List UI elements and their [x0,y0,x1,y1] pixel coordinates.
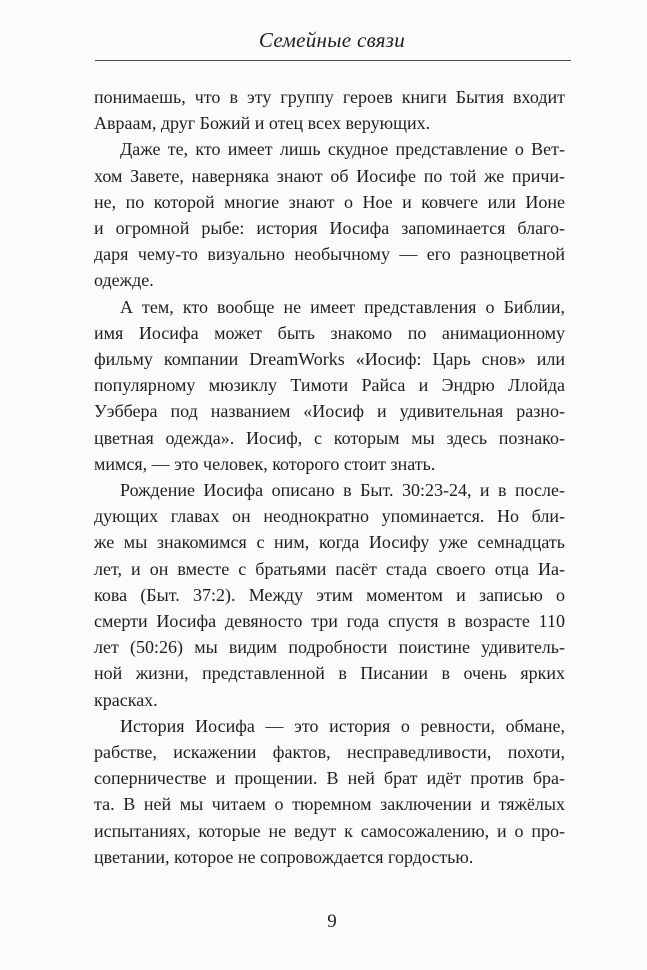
text-line: испытаниях, которые не ведут к самосожалению, и о про- [94,820,565,841]
text-line: лет (50:26) мы видим подробности поистине удивитель- [94,637,565,658]
text-line: рабстве, искажении фактов, несправедливости, похоти, [94,742,565,763]
text-line: хом Завете, наверняка знают об Иосифе по той же причи- [94,165,565,186]
text-line: Авраам, друг Божий и отец всех верующих. [94,113,431,134]
text-line: мимся, — это человек, которого стоит знать. [94,453,436,474]
text-line: популярному мюзиклу Тимоти Райса и Эндрю Ллойда [94,375,565,396]
text-line: дующих главах он неоднократно упоминается. Но бли- [94,506,565,527]
text-line: смерти Иосифа девяносто три года спустя в возрасте 110 [94,611,565,632]
paragraph [94,84,565,136]
running-header: Семейные связи [258,28,406,52]
text-line: одежде. [94,270,154,291]
text-line: даря чему-то визуально необычному — его разноцветной [94,244,565,265]
text-line: ной жизни, представленной в Писании в очень ярких [94,663,565,684]
text-line: не, по которой многие знают о Ное и ковчеге или Ионе [94,191,565,212]
paragraph [94,477,565,713]
paragraph [94,136,565,293]
text-line: и огромной рыбе: история Иосифа запоминается благо- [94,218,565,239]
header-rule [95,60,571,61]
text-line: цветании, которое не сопровождается гордостью. [94,846,474,867]
text-line: Уэббера под названием «Иосиф и удивительная разно- [94,401,565,422]
text-line: кова (Быт. 37:2). Между этим моментом и записью о [94,584,565,605]
text-line: Даже те, кто имеет лишь скудное представление о Вет- [120,139,565,160]
text-line: имя Иосифа может быть знакомо по анимационному [94,322,565,343]
text-line: соперничестве и прощении. В ней брат идёт против бра- [94,768,565,789]
text-line: понимаешь, что в эту группу героев книги Бытия входит [94,87,565,107]
text-line: Рождение Иосифа описано в Быт. 30:23-24, и в после- [120,480,565,501]
text-line: фильму компании DreamWorks «Иосиф: Царь снов» или [94,349,565,370]
text-line: красках. [94,689,158,710]
paragraph [94,713,565,870]
text-line: же мы знакомимся с ним, когда Иосифу уже семнадцать [94,532,565,553]
body-text [94,84,565,870]
page-number: 9 [327,911,337,932]
text-line: А тем, кто вообще не имеет представления о Библии, [120,296,565,317]
paragraph [94,294,565,477]
text-line: цветная одежда». Иосиф, с которым мы здесь познако- [94,427,565,448]
text-line: лет, и он вместе с братьями пасёт стада своего отца Иа- [94,558,565,579]
text-line: История Иосифа — это история о ревности, обмане, [120,715,565,736]
text-line: та. В ней мы читаем о тюремном заключении и тяжёлых [94,794,565,815]
